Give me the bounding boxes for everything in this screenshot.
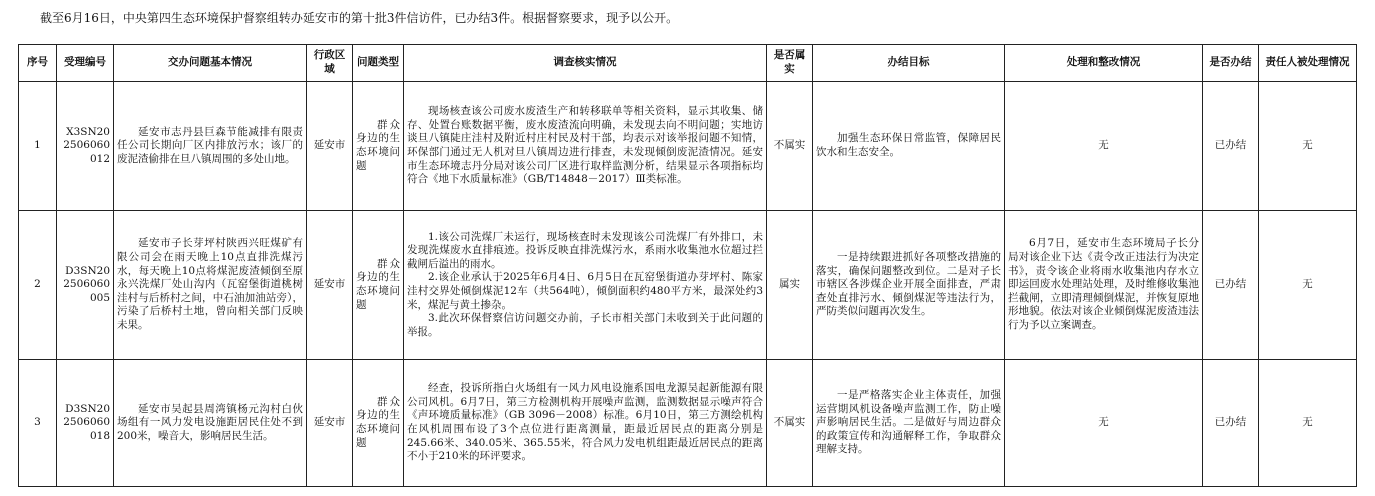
cell-is-done: 已办结 xyxy=(1203,360,1259,487)
cell-basic: 延安市志丹县巨森节能减排有限责任公司长期向厂区内排放污水；该厂的废泥渣偷排在旦八镇周围的多处山地。 xyxy=(114,82,307,211)
intro-text: 截至6月16日，中央第四生态环境保护督察组转办延安市的第十批3件信访件，已办结3件。根据督察要求，现予以公开。 xyxy=(40,11,679,25)
cell-goal: 一是持续跟进抓好各项整改措施的落实，确保问题整改到位。二是对子长市辖区各涉煤企业开展全面排查，严肃查处直排污水、倾倒煤泥等违法行为，严防类似问题再次发生。 xyxy=(813,211,1005,360)
cell-is-true: 属实 xyxy=(767,211,813,360)
header-investigation: 调查核实情况 xyxy=(404,45,767,82)
cell-investigation xyxy=(404,211,767,360)
header-is-true: 是否属实 xyxy=(767,45,813,82)
cell-seq: 1 xyxy=(19,82,57,211)
cell-responsible: 无 xyxy=(1259,82,1357,211)
petition-table xyxy=(18,44,1357,487)
header-goal: 办结目标 xyxy=(813,45,1005,82)
cell-investigation: 经查，投诉所指白火场组有一风力风电设施系国电龙源吴起新能源有限公司风机。6月7日，第三方检测机构开展噪声监测，监测数据显示噪声符合《声环境质量标准》（GB 3096－2008）标准。6月10日，第三方测绘机构在风机周围布设了3个点位进行距离测量，距最近居民点的距离分别是245.66米、340.05米、365.55米，符合风力发电机组距最近居民点的距离不小于210米的环评要求。 xyxy=(404,360,767,487)
header-id: 受理编号 xyxy=(57,45,114,82)
header-basic: 交办问题基本情况 xyxy=(114,45,307,82)
header-is-done: 是否办结 xyxy=(1203,45,1259,82)
cell-region: 延安市 xyxy=(307,211,353,360)
cell-handling: 6月7日，延安市生态环境局子长分局对该企业下达《责令改正违法行为决定书》，责令该企业将雨水收集池内存水立即运回废水处理站处理，及时维修收集池拦截闸，立即清理倾倒煤泥，并恢复原地形地貌。依法对该企业倾倒煤泥废渣违法行为予以立案调查。 xyxy=(1005,211,1203,360)
cell-handling: 无 xyxy=(1005,82,1203,211)
table-header-row xyxy=(19,45,1357,82)
cell-id: D3SN202506060018 xyxy=(57,360,114,487)
header-handling: 处理和整改情况 xyxy=(1005,45,1203,82)
cell-basic: 延安市子长芽坪村陕西兴旺煤矿有限公司会在雨天晚上10点直排洗煤污水，每天晚上10点将煤泥废渣倾倒至原永兴洗煤厂处山沟内（瓦窑堡街道桃树洼村与后桥村之间，中石油加油站旁），污染了后桥村土地，曾向相关部门反映未果。 xyxy=(114,211,307,360)
table-row xyxy=(19,211,1357,360)
cell-seq: 2 xyxy=(19,211,57,360)
investigation-point-1: 1.该公司洗煤厂未运行，现场核查时未发现该公司洗煤厂有外排口，未发现洗煤废水直排痕迹。投诉反映直排洗煤污水，系雨水收集池水位超过拦截闸后溢出的雨水。 xyxy=(407,230,763,270)
header-region: 行政区域 xyxy=(307,45,353,82)
cell-type: 群众身边的生态环境问题 xyxy=(353,211,404,360)
table-row xyxy=(19,360,1357,487)
cell-is-true: 不属实 xyxy=(767,82,813,211)
cell-region: 延安市 xyxy=(307,360,353,487)
cell-responsible: 无 xyxy=(1259,360,1357,487)
header-responsible: 责任人被处理情况 xyxy=(1259,45,1357,82)
cell-id: D3SN202506060005 xyxy=(57,211,114,360)
cell-responsible: 无 xyxy=(1259,211,1357,360)
cell-goal: 加强生态环保日常监管，保障居民饮水和生态安全。 xyxy=(813,82,1005,211)
cell-type: 群众身边的生态环境问题 xyxy=(353,360,404,487)
cell-handling: 无 xyxy=(1005,360,1203,487)
cell-region: 延安市 xyxy=(307,82,353,211)
table-row xyxy=(19,82,1357,211)
cell-goal: 一是严格落实企业主体责任，加强运营期风机设备噪声监测工作，防止噪声影响居民生活。二是做好与周边群众的政策宣传和沟通解释工作，争取群众理解支持。 xyxy=(813,360,1005,487)
cell-type: 群众身边的生态环境问题 xyxy=(353,82,404,211)
cell-is-done: 已办结 xyxy=(1203,211,1259,360)
cell-id: X3SN202506060012 xyxy=(57,82,114,211)
cell-basic: 延安市吴起县周湾镇杨元沟村白伙场组有一风力发电设施距居民住处不到200米，噪音大，影响居民生活。 xyxy=(114,360,307,487)
investigation-point-3: 3.此次环保督察信访问题交办前，子长市相关部门未收到关于此问题的举报。 xyxy=(407,312,763,338)
cell-is-done: 已办结 xyxy=(1203,82,1259,211)
header-seq: 序号 xyxy=(19,45,57,82)
cell-is-true: 不属实 xyxy=(767,360,813,487)
cell-seq: 3 xyxy=(19,360,57,487)
investigation-point-2: 2.该企业承认于2025年6月4日、6月5日在瓦窑堡街道办芽坪村、陈家洼村交界处倾倒煤泥12车（共564吨），倾倒面积约480平方米，最深处约3米，煤泥与黄土掺杂。 xyxy=(407,271,763,311)
header-type: 问题类型 xyxy=(353,45,404,82)
cell-investigation: 现场核查该公司废水废渣生产和转移联单等相关资料，显示其收集、储存、处置台账数据平衡，废水废渣流向明确，未发现去向不明问题；实地访谈旦八镇陡庄洼村及附近村庄村民及村干部，均表示对该举报问题不知情，环保部门通过无人机对旦八镇周边进行排查，未发现倾倒废泥渣情况。延安市生态环境志丹分局对该公司厂区进行取样监测分析，结果显示各项指标均符合《地下水质量标准》（GB/T14848－2017）Ⅲ类标准。 xyxy=(404,82,767,211)
